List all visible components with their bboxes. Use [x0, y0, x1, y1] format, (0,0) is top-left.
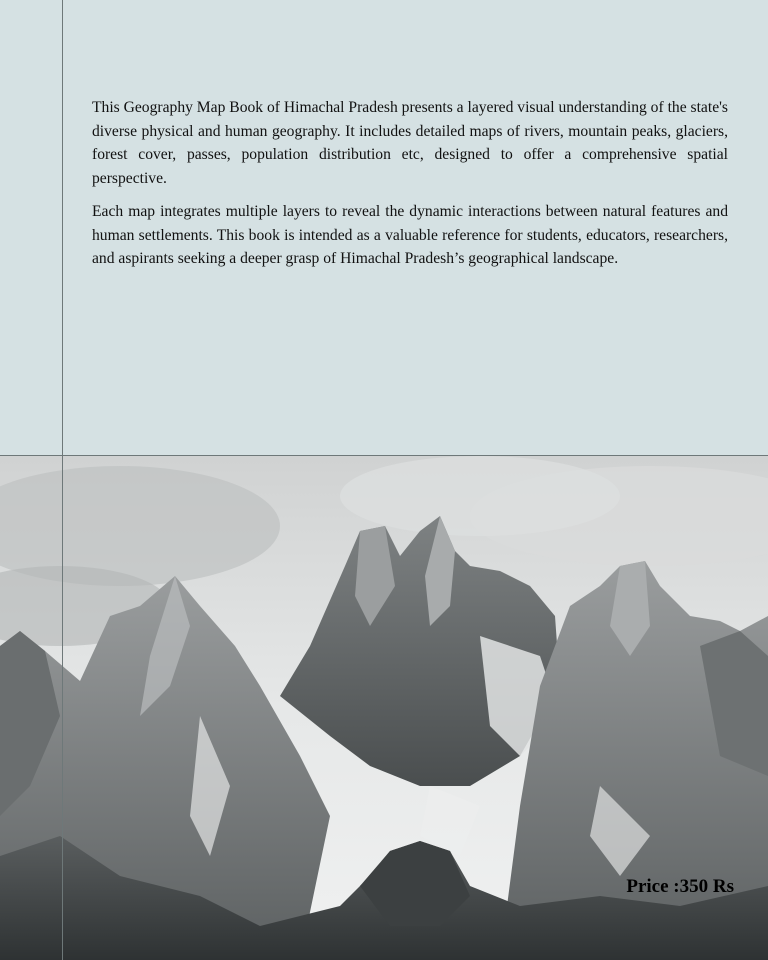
price-label: Price :350 Rs [626, 876, 734, 897]
description-paragraph-1: This Geography Map Book of Himachal Pradesh presents a layered visual understanding of the state's diverse physical and human geography. It includes detailed maps of rivers, mountain peaks, glaciers, forest cover, passes, population distribution etc, designed to offer a comprehensive spatial perspective. [92, 99, 728, 187]
description-text [92, 96, 728, 281]
description-paragraph-2: Each map integrates multiple layers to reveal the dynamic interactions between natural features and human settlements. This book is intended as a valuable reference for students, educators, researchers, and aspirants seeking a deeper grasp of Himachal Pradesh’s geographical landscape. [92, 203, 728, 267]
horizontal-rule [0, 455, 768, 456]
vertical-rule [62, 0, 63, 960]
description-panel [0, 0, 768, 456]
